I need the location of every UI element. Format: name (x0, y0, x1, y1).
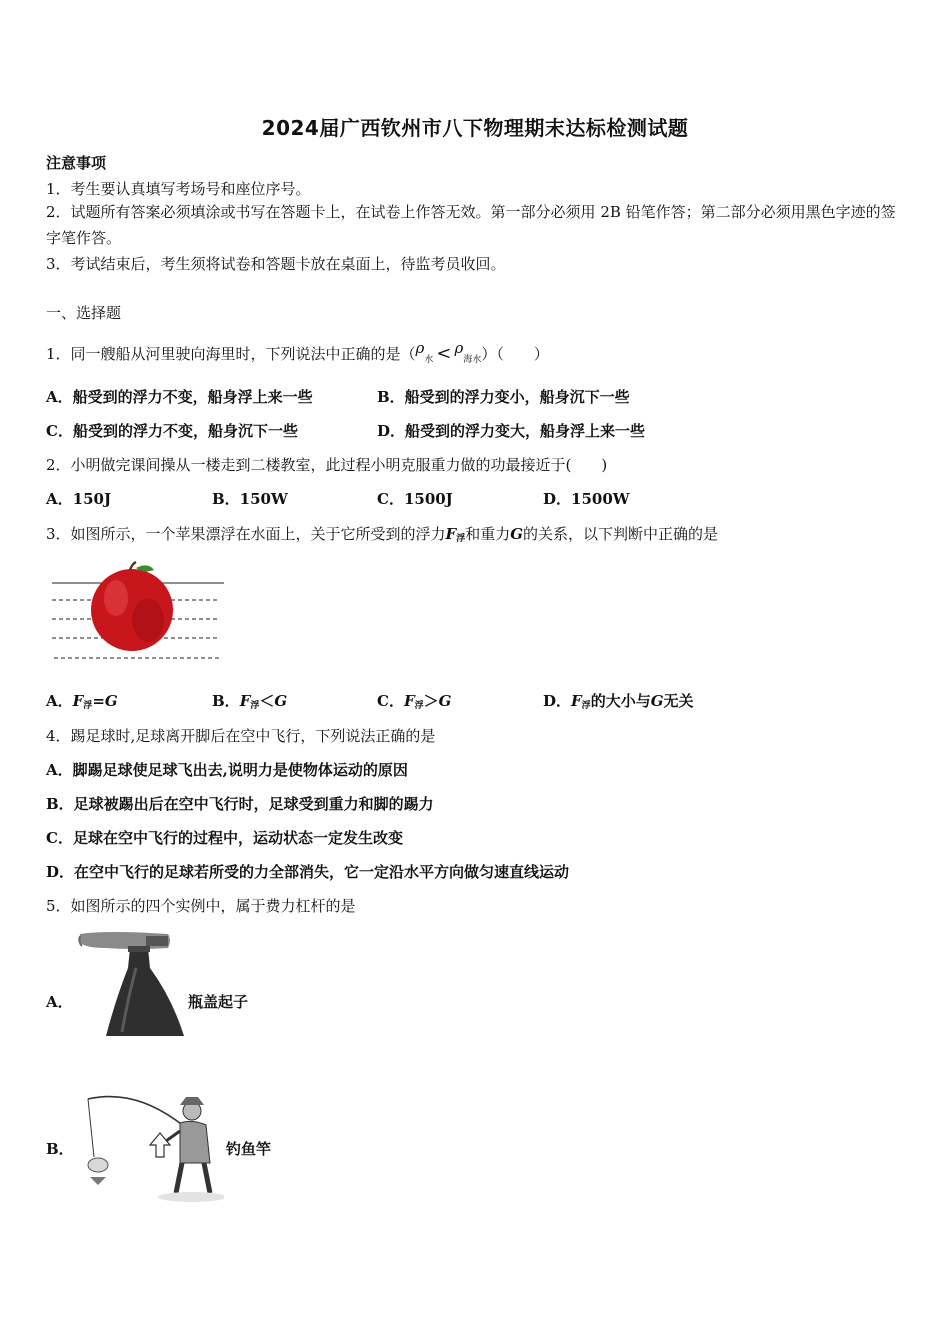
fishing-rod-icon (88, 1097, 192, 1157)
q2-option-b[interactable]: B．150W (212, 490, 288, 508)
q1-stem (46, 339, 549, 365)
arrow-up-icon (150, 1133, 170, 1157)
var-f: F (445, 525, 457, 543)
q1-option-a[interactable]: A．船受到的浮力不变，船身浮上来一些 (46, 388, 313, 406)
var-g: G (510, 525, 524, 543)
sub-float: 浮 (456, 534, 466, 544)
apple-icon (91, 562, 173, 651)
less-than: < (436, 343, 452, 364)
notice-item-2: 2．试题所有答案必须填涂或书写在答题卡上，在试卷上作答无效。第一部分必须用 2B 铅笔作答；第二部分必须用黑色字迹的签字笔作答。 (46, 203, 896, 247)
q4-option-b[interactable]: B．足球被踢出后在空中飞行时，足球受到重力和脚的踢力 (46, 795, 434, 813)
fish-icon (88, 1158, 108, 1185)
q3-option-b[interactable]: B．$F_浮<G$ (212, 692, 288, 711)
notice-item-1: 1．考生要认真填写考场号和座位序号。 (46, 180, 311, 198)
q5-option-a-text: 瓶盖起子 (188, 993, 249, 1011)
bottle-icon (106, 946, 184, 1036)
q3-option-c[interactable]: C．$F_浮>G$ (377, 692, 452, 711)
q3-stem-b: 和重力 (465, 525, 511, 543)
q4-option-d[interactable]: D．在空中飞行的足球若所受的力全部消失，它一定沿水平方向做匀速直线运动 (46, 863, 570, 881)
q5-option-b-label[interactable]: B． (46, 1140, 74, 1158)
q3-option-a[interactable]: A．$F_浮=G$ (46, 692, 118, 711)
q5-option-a-label[interactable]: A． (46, 993, 73, 1011)
q3-stem-a: 3．如图所示，一个苹果漂浮在水面上，关于它所受到的浮力 (46, 525, 446, 543)
q1-option-b[interactable]: B．船受到的浮力变小，船身沉下一些 (377, 388, 630, 406)
notice-item-3: 3．考试结束后，考生须将试卷和答题卡放在桌面上，待监考员收回。 (46, 255, 506, 273)
q1-option-d[interactable]: D．船受到的浮力变大，船身浮上来一些 (377, 422, 646, 440)
q3-stem-c: 的关系，以下判断中正确的是 (523, 525, 719, 543)
q1-close: ）（ ） (481, 345, 549, 363)
notice-heading: 注意事项 (46, 154, 107, 172)
q3-option-d[interactable]: D．$F_浮$的大小与G无关 (543, 692, 694, 711)
q1-stem-text: 1．同一艘船从河里驶向海里时，下列说法中正确的是（ (46, 345, 416, 363)
rho-symbol: ρ (415, 339, 425, 357)
q4-option-a[interactable]: A．脚踢足球使足球飞出去,说明力是使物体运动的原因 (46, 761, 408, 779)
q5-stem: 5．如图所示的四个实例中，属于费力杠杆的是 (46, 897, 356, 915)
q2-stem: 2．小明做完课间操从一楼走到二楼教室，此过程小明克服重力做的功最接近于( ) (46, 456, 608, 474)
page-title: 2024届广西钦州市八下物理期末达标检测试题 (261, 116, 689, 140)
rho-symbol-2: ρ (454, 339, 464, 357)
bottle-opener-icon (79, 932, 170, 949)
q4-stem: 4．踢足球时,足球离开脚后在空中飞行，下列说法正确的是 (46, 727, 436, 745)
rho-sub-sea: 海水 (463, 355, 482, 365)
q4-option-c[interactable]: C．足球在空中飞行的过程中，运动状态一定发生改变 (46, 829, 403, 847)
q2-option-d[interactable]: D．1500W (543, 490, 630, 508)
q1-option-c[interactable]: C．船受到的浮力不变，船身沉下一些 (46, 422, 298, 440)
q2-option-c[interactable]: C．1500J (377, 490, 453, 508)
q3-stem (46, 523, 718, 544)
bottle-opener-figure (76, 928, 186, 1040)
fishing-rod-figure (80, 1085, 224, 1203)
section-heading: 一、选择题 (46, 304, 122, 322)
fisherman-icon (158, 1097, 224, 1202)
rho-sub-water: 水 (424, 355, 434, 365)
q5-option-b-text: 钓鱼竿 (226, 1140, 272, 1158)
q2-option-a[interactable]: A．150J (46, 490, 112, 508)
apple-floating-figure (50, 560, 226, 664)
